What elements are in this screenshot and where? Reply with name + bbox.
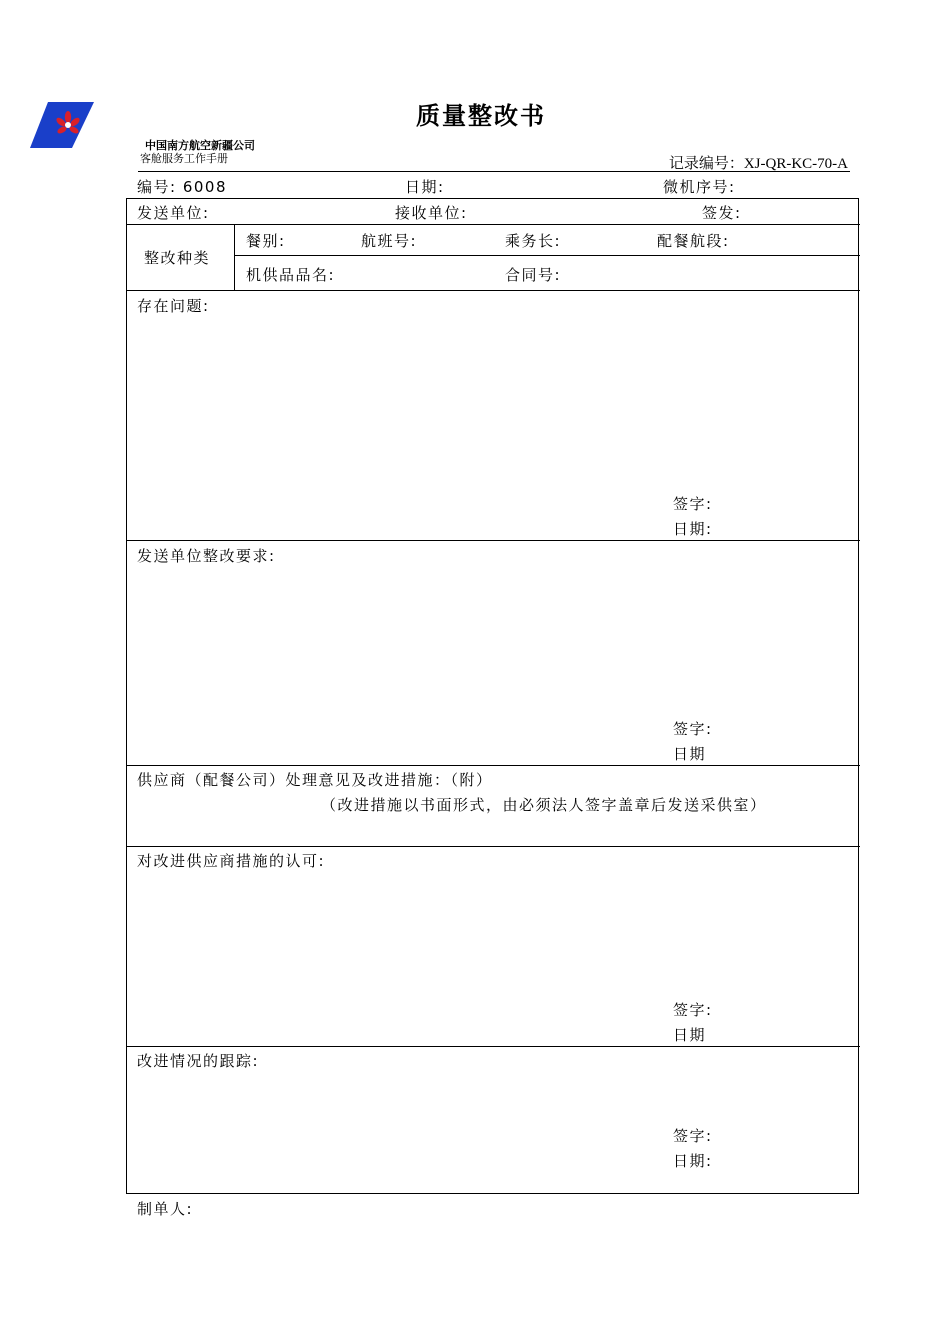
column-divider [234, 224, 235, 290]
page-title: 质量整改书 [416, 102, 546, 130]
supply-name-label: 机供品品名: [246, 266, 336, 284]
row-divider [127, 540, 860, 541]
header-rule [138, 171, 850, 172]
receiver-label: 接收单位: [395, 204, 468, 222]
purser-label: 乘务长: [505, 232, 562, 250]
issuer-label: 签发: [702, 204, 742, 222]
problem-label: 存在问题: [137, 297, 210, 315]
row-divider [127, 765, 860, 766]
rectify-type-label: 整改种类 [144, 249, 211, 267]
supplier-note: （改进措施以书面形式，由必须法人签字盖章后发送采供室） [321, 796, 767, 814]
supplier-label: 供应商（配餐公司）处理意见及改进措施：（附） [137, 771, 493, 789]
tracking-label: 改进情况的跟踪: [137, 1052, 260, 1070]
tracking-sign-label: 签字: [673, 1127, 713, 1145]
problem-date-label: 日期: [673, 520, 713, 538]
manual-name: 客舱服务工作手册 [140, 152, 228, 165]
problem-sign-label: 签字: [673, 495, 713, 513]
sender-label: 发送单位: [137, 204, 210, 222]
requirement-date-label: 日期 [673, 745, 707, 763]
requirement-sign-label: 签字: [673, 720, 713, 738]
approval-sign-label: 签字: [673, 1001, 713, 1019]
approval-label: 对改进供应商措施的认可: [137, 852, 326, 870]
micro-serial: 微机序号: [663, 178, 736, 196]
company-name: 中国南方航空新疆公司 [145, 139, 255, 152]
meta-date: 日期: [405, 178, 445, 196]
row-divider [127, 1046, 860, 1047]
flight-no-label: 航班号: [361, 232, 418, 250]
record-number: 记录编号：XJ-QR-KC-70-A [668, 156, 848, 172]
rectification-form [126, 198, 859, 1194]
maker-label: 制单人: [137, 1200, 194, 1218]
meal-type-label: 餐别: [246, 232, 286, 250]
row-divider [127, 846, 860, 847]
row-divider [234, 255, 860, 256]
company-block [140, 139, 255, 165]
requirement-label: 发送单位整改要求: [137, 547, 276, 565]
row-divider [127, 224, 860, 225]
approval-date-label: 日期 [673, 1026, 707, 1044]
serial-number: 编号: 6008 [137, 178, 227, 196]
contract-no-label: 合同号: [505, 266, 562, 284]
tracking-date-label: 日期: [673, 1152, 713, 1170]
row-divider [127, 290, 860, 291]
catering-segment-label: 配餐航段: [657, 232, 730, 250]
